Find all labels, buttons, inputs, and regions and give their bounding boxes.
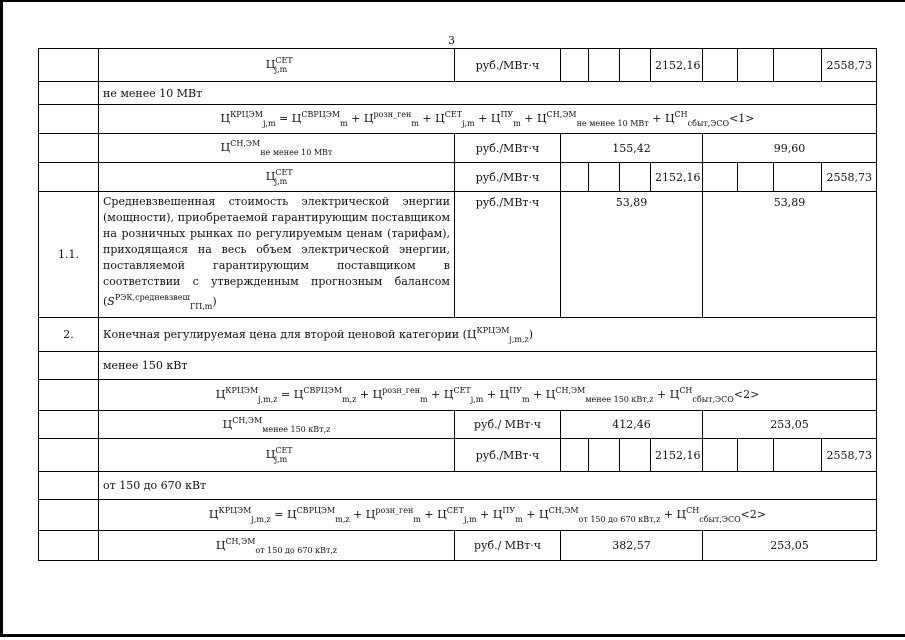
page-border-top [0,0,905,2]
table-row [39,82,877,105]
value-cell: 53,89 [561,192,703,318]
value-cell: 2152,16 [651,439,703,472]
unit-cell: руб./ МВт·ч [455,411,561,439]
unit-cell: руб./МВт·ч [455,134,561,163]
page-number: 3 [448,34,455,47]
row-number: 1.1. [39,192,99,318]
table-row [39,352,877,380]
value-cell: 155,42 [561,134,703,163]
table-row [39,439,877,472]
indicator-cell: $Ц^{СН,ЭМ}_{от 150 до 670 кВт,z}$ [99,531,455,561]
table-row [39,411,877,439]
table-row [39,318,877,352]
page-border-left [0,2,3,636]
section-heading: Конечная регулируемая цена для второй ценовой категории $(Ц^{КРЦЭМ}_{j,m,z})$ [99,318,877,352]
indicator-cell: $Ц^{СН,ЭМ}_{не менее 10 МВт}$ [99,134,455,163]
group-heading: от 150 до 670 кВт [99,472,877,500]
formula-2: $Ц^{КРЦЭМ}_{j,m,z} = Ц^{СВРЦЭМ}_{m,z} + Ц^{розн\_ген}_m + Ц^{СЕТ}_{j,m} + Ц^{ПУ}_m + Ц^{СН,ЭМ}_{менее 150 кВт,z} + Ц^{СН}_{сбыт,ЭСО}<2>$ [99,380,877,411]
value-cell: 2152,16 [651,163,703,192]
table-row [39,49,877,82]
table-row [39,531,877,561]
formula-3: $Ц^{КРЦЭМ}_{j,m,z} = Ц^{СВРЦЭМ}_{m,z} + Ц^{розн\_ген}_m + Ц^{СЕТ}_{j,m} + Ц^{ПУ}_m + Ц^{СН,ЭМ}_{от 150 до 670 кВт,z} + Ц^{СН}_{сбыт,ЭСО}<2>$ [99,500,877,531]
value-cell: 253,05 [703,531,877,561]
row-number: 2. [39,318,99,352]
unit-cell: руб./МВт·ч [455,49,561,82]
value-cell: 412,46 [561,411,703,439]
unit-cell: руб./МВт·ч [455,192,561,318]
unit-cell: руб./МВт·ч [455,439,561,472]
value-cell: 99,60 [703,134,877,163]
indicator-cell: $Ц^{СЕТ}_{j,m}$ [99,49,455,82]
group-heading: менее 150 кВт [99,352,877,380]
unit-cell: руб./МВт·ч [455,163,561,192]
value-cell: 382,57 [561,531,703,561]
group-heading: не менее 10 МВт [99,82,877,105]
page-border-bottom [0,634,905,637]
indicator-cell: $Ц^{СЕТ}_{j,m}$ [99,439,455,472]
table-row [39,380,877,411]
table-row [39,163,877,192]
value-cell: 2152,16 [651,49,703,82]
value-cell: 2558,73 [822,49,877,82]
table-row [39,105,877,134]
indicator-cell: $Ц^{СЕТ}_{j,m}$ [99,163,455,192]
table-row [39,192,877,318]
value-cell: 2558,73 [822,439,877,472]
value-cell: 53,89 [703,192,877,318]
indicator-cell: $Ц^{СН,ЭМ}_{менее 150 кВт,z}$ [99,411,455,439]
tariff-table [38,48,877,561]
table-row [39,500,877,531]
unit-cell: руб./ МВт·ч [455,531,561,561]
description-cell: Средневзвешенная стоимость электрической энергии (мощности), приобретаемой гарантирующим поставщиком на розничных рынках по регулируемым ценам (тарифам), приходящаяся на весь объем электрической энергии, поставляемой гарантирующим поставщиком в соответствии с утвержденным прогнозным балансом $(S^{РЭК,средневзвеш}_{ГП,m})$ [99,192,455,318]
table-row [39,134,877,163]
value-cell: 253,05 [703,411,877,439]
formula-1: $Ц^{КРЦЭМ}_{j,m} = Ц^{СВРЦЭМ}_m + Ц^{розн\_ген}_m + Ц^{СЕТ}_{j,m} + Ц^{ПУ}_m + Ц^{СН,ЭМ}_{не менее 10 МВт} + Ц^{СН}_{сбыт,ЭСО}<1>$ [99,105,877,134]
num-cell [39,49,99,82]
table-row [39,472,877,500]
value-cell: 2558,73 [822,163,877,192]
